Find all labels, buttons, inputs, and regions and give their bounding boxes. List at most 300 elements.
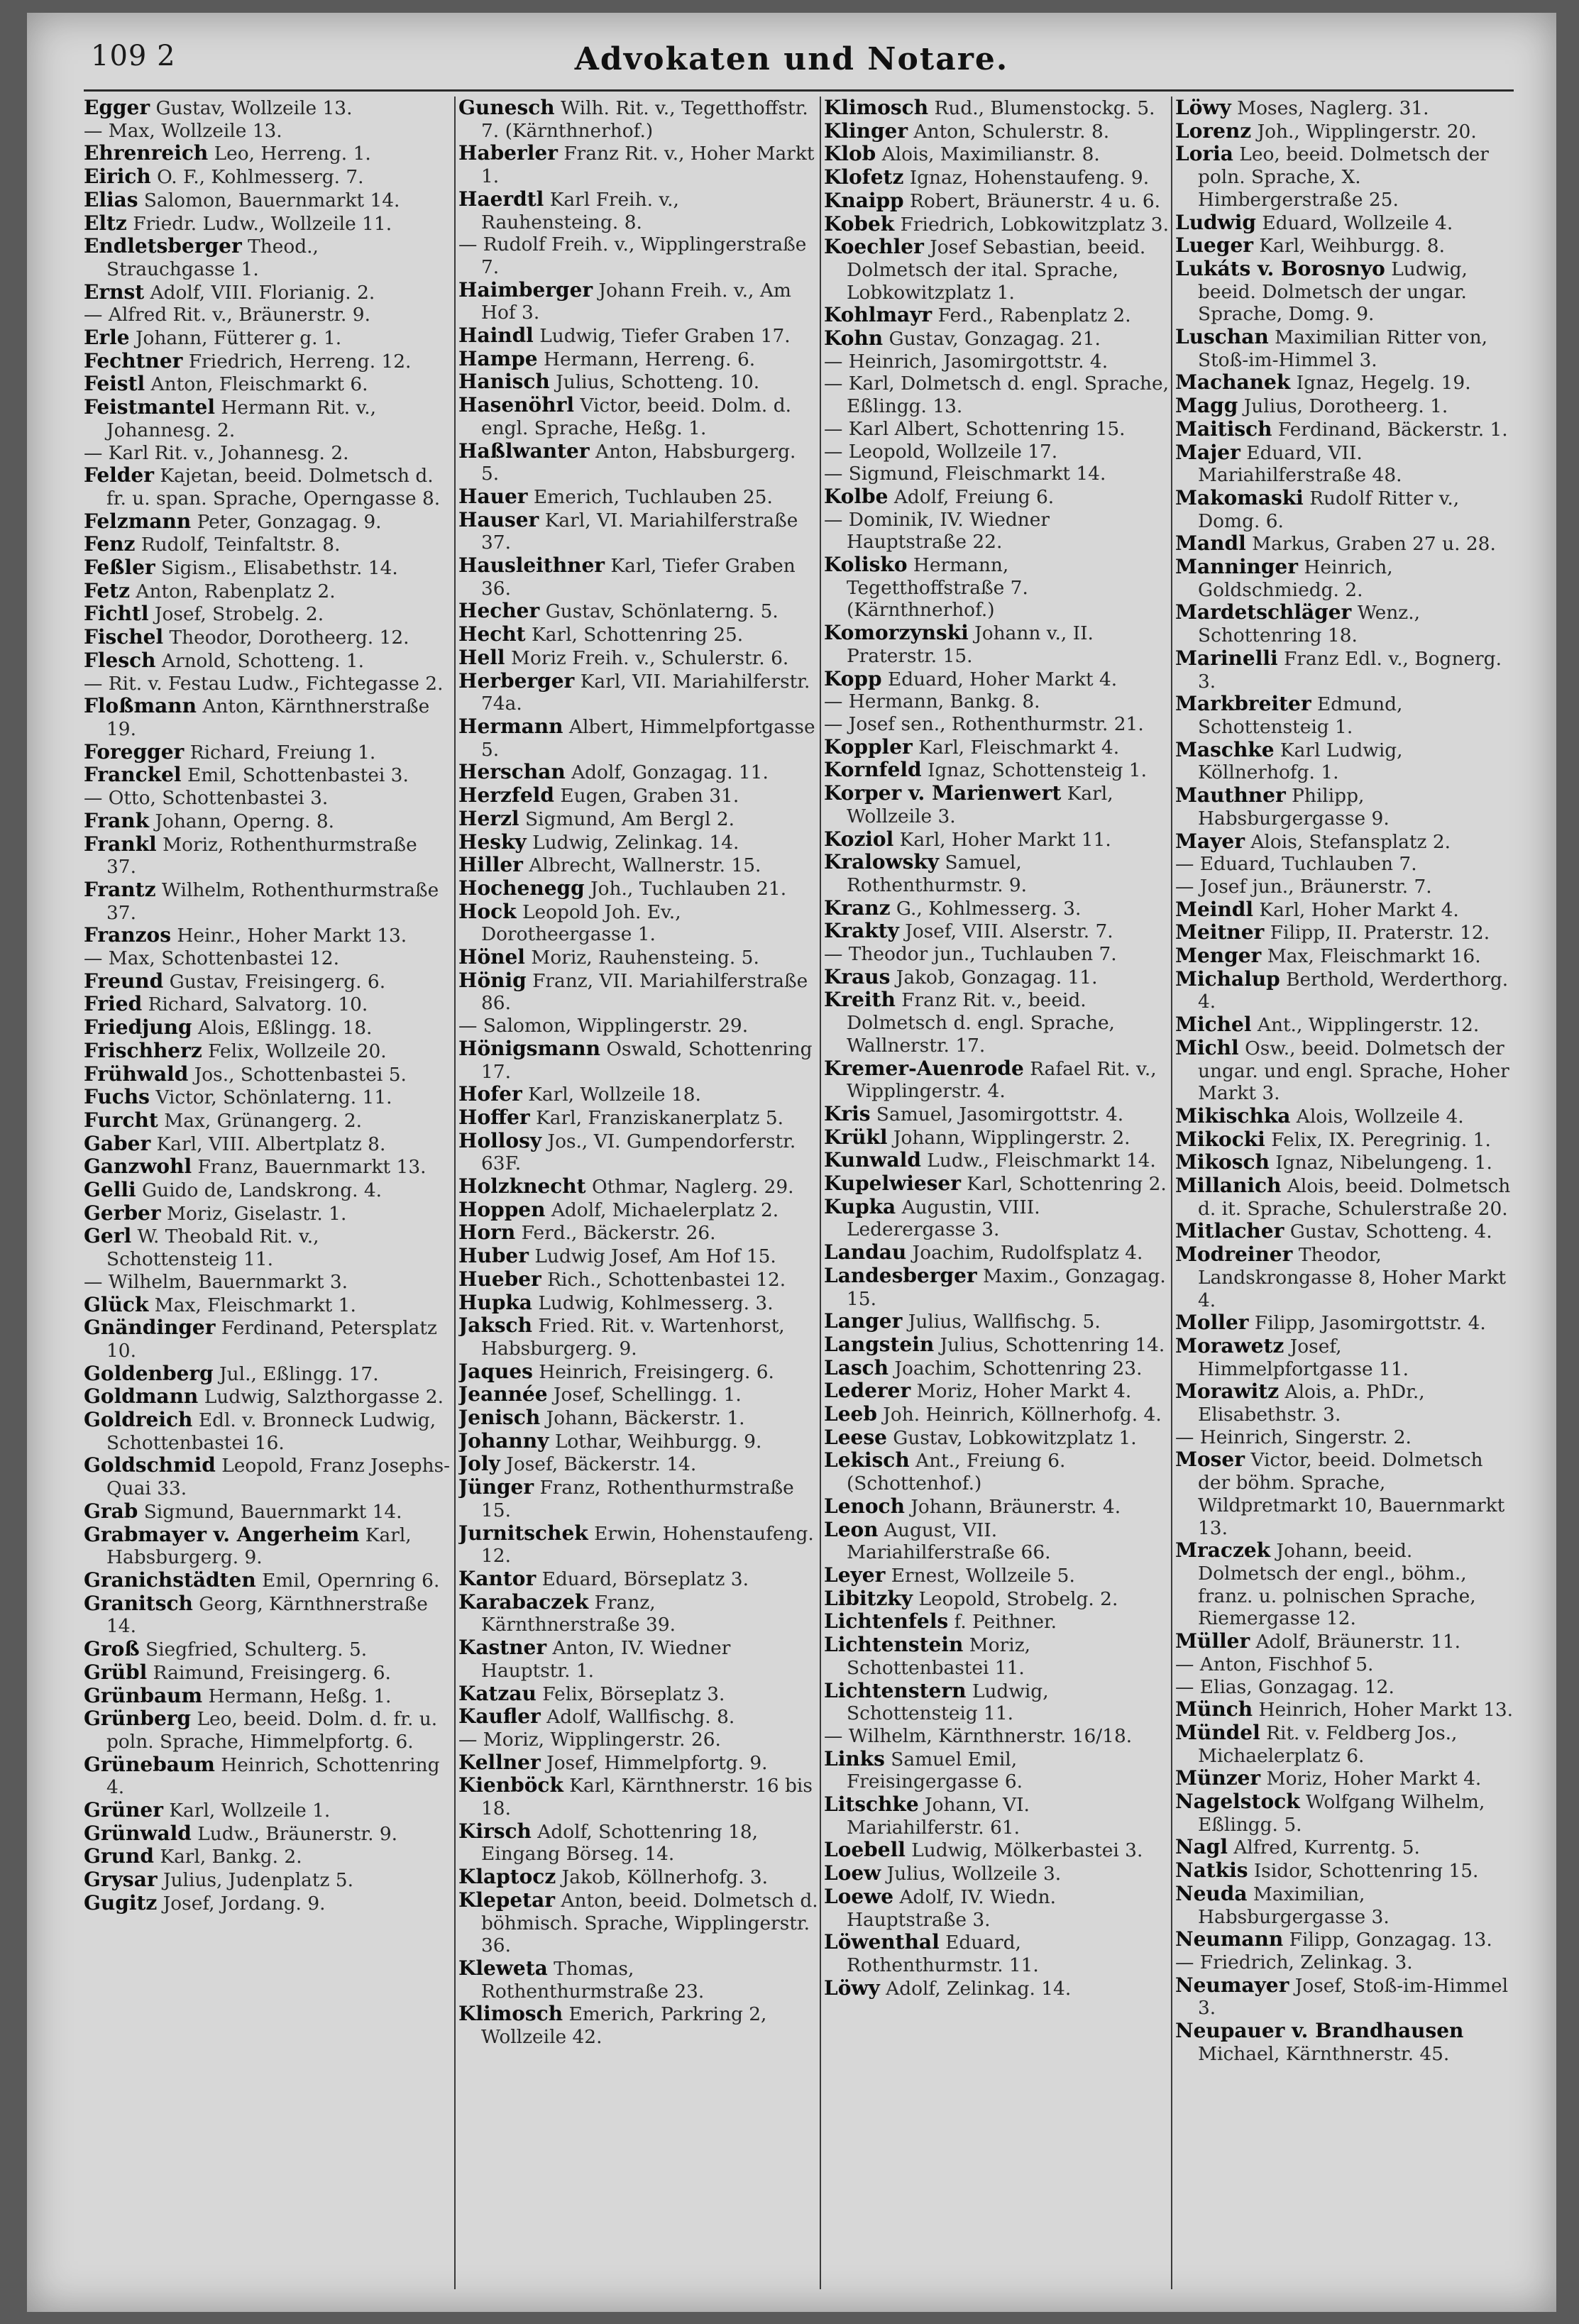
entry-details: Anton, Kärnthnerstraße 19. — [106, 695, 430, 740]
directory-entry — [824, 1885, 1170, 1931]
column-3 — [824, 97, 1170, 2289]
directory-entry — [84, 1063, 453, 1086]
entry-details: Franz, Kärnthnerstraße 39. — [481, 1591, 676, 1636]
entry-details: Heinrich, Schottenring 4. — [106, 1753, 440, 1799]
directory-entry — [1175, 1630, 1517, 1653]
entry-surname: Grünwald — [84, 1822, 192, 1845]
entry-details: Markus, Graben 27 u. 28. — [1252, 533, 1496, 556]
directory-entry — [458, 1130, 818, 1175]
directory-entry — [458, 324, 818, 348]
entry-details: Ignaz, Schottensteig 1. — [927, 759, 1147, 782]
entry-details: Joh. Heinrich, Köllnerhofg. 4. — [883, 1404, 1162, 1426]
directory-entry — [824, 1725, 1170, 1748]
directory-entry — [458, 600, 818, 623]
entry-surname: Löwy — [824, 1976, 880, 2000]
directory-entry — [84, 602, 453, 626]
entry-surname: Kranz — [824, 896, 891, 920]
entry-details: Karl, Kärnthnerstr. 16 bis 18. — [481, 1775, 813, 1820]
entry-surname: Loew — [824, 1862, 881, 1885]
entry-details: Philipp, Habsburgergasse 9. — [1198, 785, 1390, 830]
directory-entry — [458, 1774, 818, 1819]
directory-entry — [824, 828, 1170, 852]
entry-surname: Goldmann — [84, 1385, 199, 1409]
entry-surname: Eirich — [84, 165, 151, 189]
entry-details: Theodor, Landskrongasse 8, Hoher Markt 4. — [1198, 1244, 1506, 1311]
entry-details: Samuel Emil, Freisingergasse 6. — [847, 1748, 1023, 1793]
entry-details: Karl, Hoher Markt 4. — [1259, 898, 1459, 921]
entry-surname: Jeannée — [458, 1383, 548, 1406]
entry-details: Eduard, VII. Mariahilferstraße 48. — [1198, 441, 1402, 487]
entry-details: — Rudolf Freih. v., Wipplingerstraße 7. — [458, 233, 807, 278]
entry-surname: Fechtner — [84, 349, 183, 373]
entry-details: Johann Freih. v., Am Hof 3. — [481, 279, 791, 324]
directory-entry — [458, 623, 818, 646]
directory-entry — [1175, 532, 1517, 556]
entry-details: — Dominik, IV. Wiedner Hauptstraße 22. — [824, 508, 1050, 554]
entry-surname: Gerber — [84, 1201, 161, 1225]
entry-details: Eduard, Wollzeile 4. — [1262, 211, 1453, 234]
entry-surname: Kupelwieser — [824, 1172, 961, 1196]
directory-entry — [1175, 898, 1517, 922]
entry-details: Sigmund, Am Bergl 2. — [524, 808, 735, 830]
directory-entry — [458, 188, 818, 233]
entry-details: — Max, Schottenbastei 12. — [84, 947, 339, 970]
entry-surname: Grabmayer v. Angerheim — [84, 1523, 360, 1546]
entry-details: — Sigmund, Fleischmarkt 14. — [824, 463, 1106, 485]
entry-details: Adolf, Freiung 6. — [893, 485, 1055, 508]
directory-entry — [824, 1931, 1170, 1976]
entry-details: Karl, Habsburgerg. 9. — [106, 1524, 412, 1569]
entry-details: Franz, VII. Mariahilferstraße 86. — [481, 969, 808, 1015]
entry-surname: Kris — [824, 1102, 871, 1125]
entry-details: Leo, beeid. Dolm. d. fr. u. poln. Sprache, Himmelpfortg. 6. — [106, 1708, 438, 1753]
entry-surname: Kreith — [824, 988, 896, 1012]
directory-entry — [84, 1569, 453, 1592]
entry-details: Heinrich, Goldschmiedg. 2. — [1198, 556, 1393, 601]
entry-details: Adolf, Gonzagag. 11. — [571, 761, 769, 784]
entry-surname: Hochenegg — [458, 876, 585, 900]
entry-surname: Haerdtl — [458, 187, 544, 211]
directory-entry — [458, 761, 818, 784]
directory-entry — [824, 1196, 1170, 1241]
directory-entry — [824, 1103, 1170, 1126]
directory-entry — [824, 668, 1170, 691]
entry-details: Edl. v. Bronneck Ludwig, Schottenbastei 16. — [106, 1409, 436, 1454]
entry-details: Sigism., Elisabethstr. 14. — [161, 557, 398, 580]
entry-details: Hermann, Herreng. 6. — [544, 348, 756, 370]
directory-entry — [824, 189, 1170, 213]
entry-details: G., Kohlmesserg. 3. — [896, 897, 1082, 920]
entry-surname: Ludwig — [1175, 211, 1256, 234]
directory-entry — [84, 626, 453, 649]
directory-entry — [1175, 441, 1517, 487]
directory-entry — [824, 463, 1170, 485]
directory-entry — [84, 947, 453, 970]
directory-entry — [824, 736, 1170, 759]
directory-entry — [84, 1202, 453, 1226]
entry-surname: Felzmann — [84, 510, 192, 533]
directory-entry — [458, 1199, 818, 1222]
entry-details: Josef, Stoß-im-Himmel 3. — [1198, 1974, 1509, 2020]
directory-entry — [458, 97, 818, 142]
entry-surname: Lichtenfels — [824, 1610, 949, 1634]
entry-surname: Granichstädten — [84, 1569, 256, 1592]
directory-entry — [458, 1268, 818, 1292]
entry-surname: Goldenberg — [84, 1362, 214, 1385]
entry-surname: Grab — [84, 1499, 138, 1523]
entry-surname: Mandl — [1175, 532, 1246, 556]
entry-surname: Lukáts v. Borosnyo — [1175, 257, 1385, 280]
directory-entry — [1175, 853, 1517, 876]
entry-details: Wilhelm, Rothenthurmstraße 37. — [106, 879, 439, 924]
entry-details: Anton, Rabenplatz 2. — [136, 580, 336, 602]
entry-details: Albert, Himmelpfortgasse 5. — [481, 715, 815, 761]
entry-surname: Münch — [1175, 1698, 1253, 1722]
entry-surname: Grysar — [84, 1868, 158, 1892]
entry-surname: Herschan — [458, 761, 566, 784]
directory-entry — [1175, 1105, 1517, 1128]
directory-entry — [84, 649, 453, 673]
entry-details: Johann, Wipplingerstr. 2. — [893, 1126, 1130, 1149]
entry-surname: Kopp — [824, 667, 882, 690]
entry-surname: Jünger — [458, 1476, 534, 1499]
entry-surname: Langstein — [824, 1333, 935, 1356]
entry-surname: Floßmann — [84, 695, 197, 718]
entry-details: Adolf, Wallfischg. 8. — [546, 1706, 735, 1729]
entry-details: — Friedrich, Zelinkag. 3. — [1175, 1951, 1413, 1973]
directory-entry — [458, 554, 818, 600]
entry-details: Leo, Herreng. 1. — [214, 143, 371, 165]
column-separator — [820, 97, 821, 2289]
entry-details: Filipp, Jasomirgottstr. 4. — [1254, 1312, 1486, 1335]
entry-surname: Michl — [1175, 1036, 1239, 1059]
directory-entry — [458, 1889, 818, 1957]
entry-details: Heinrich, Hoher Markt 13. — [1258, 1699, 1514, 1722]
directory-entry — [824, 1519, 1170, 1564]
entry-details: Theodor, Dorotheerg. 12. — [169, 627, 409, 649]
directory-entry — [1175, 1767, 1517, 1790]
entry-details: Karl Freih. v., Rauhensteing. 8. — [481, 188, 679, 233]
entry-surname: Mayer — [1175, 830, 1245, 853]
entry-details: Emil, Schottenbastei 3. — [187, 764, 409, 787]
entry-surname: Neumann — [1175, 1928, 1284, 1951]
entry-surname: Löwy — [1175, 97, 1231, 119]
entry-surname: Mardetschläger — [1175, 601, 1352, 624]
entry-surname: Lekisch — [824, 1449, 910, 1472]
entry-surname: Gelli — [84, 1179, 136, 1202]
entry-details: Ludw., Fleischmarkt 14. — [927, 1150, 1156, 1172]
entry-details: Gustav, Schönlaterng. 5. — [545, 600, 779, 623]
directory-entry — [458, 1591, 818, 1636]
directory-entry — [824, 1587, 1170, 1611]
entry-details: Josef, Strobelg. 2. — [154, 603, 324, 626]
directory-entry — [824, 622, 1170, 667]
entry-surname: Klepetar — [458, 1888, 556, 1912]
directory-entry — [824, 713, 1170, 736]
directory-entry — [84, 787, 453, 810]
entry-details: — Theodor jun., Tuchlauben 7. — [824, 943, 1117, 966]
entry-surname: Landau — [824, 1241, 907, 1265]
entry-surname: Leyer — [824, 1564, 886, 1587]
entry-details: Thomas, Rothenthurmstraße 23. — [481, 1957, 705, 2003]
directory-entry — [1175, 1951, 1517, 1974]
entry-surname: Grund — [84, 1845, 154, 1868]
entry-details: Ludw., Bräunerstr. 9. — [197, 1822, 398, 1845]
directory-entry — [824, 166, 1170, 189]
entry-details: Adolf, Schottenring 18, Eingang Börseg. 14. — [481, 1820, 759, 1866]
entry-details: Johann, Fütterer g. 1. — [135, 327, 342, 350]
entry-surname: Haindl — [458, 324, 534, 348]
entry-details: Johann, Operng. 8. — [155, 810, 335, 832]
entry-surname: Jurnitschek — [458, 1521, 588, 1545]
directory-entry — [84, 396, 453, 441]
entry-details: — Eduard, Tuchlauben 7. — [1175, 853, 1417, 876]
entry-details: — Josef jun., Bräunerstr. 7. — [1175, 875, 1432, 898]
directory-entry — [824, 851, 1170, 896]
entry-surname: Jaques — [458, 1360, 533, 1383]
entry-details: Moriz, Giselastr. 1. — [167, 1202, 347, 1225]
directory-entry — [458, 1383, 818, 1406]
entry-details: Ignaz, Hegelg. 19. — [1296, 372, 1471, 395]
entry-details: Rud., Blumenstockg. 5. — [934, 97, 1155, 119]
entry-details: Hermann, Tegetthoffstraße 7. (Kärnthnerhof.) — [847, 554, 1028, 622]
directory-entry — [824, 1126, 1170, 1150]
entry-surname: Endletsberger — [84, 235, 242, 258]
directory-entry — [84, 1385, 453, 1409]
entry-surname: Links — [824, 1747, 885, 1770]
entry-surname: Kantor — [458, 1568, 537, 1590]
directory-entry — [84, 533, 453, 556]
entry-details: Samuel, Rothenthurmstr. 9. — [847, 852, 1028, 896]
entry-details: Johann v., II. Praterstr. 15. — [847, 622, 1094, 667]
entry-details: Guido de, Landskrong. 4. — [142, 1179, 383, 1202]
entry-surname: Kirsch — [458, 1819, 532, 1843]
entry-surname: Kobek — [824, 212, 895, 236]
entry-surname: Leon — [824, 1518, 879, 1541]
directory-entry — [824, 1449, 1170, 1494]
entry-surname: Frischherz — [84, 1039, 202, 1062]
entry-details: Karl, Fleischmarkt 4. — [918, 736, 1120, 759]
entry-details: Samuel, Jasomirgottstr. 4. — [876, 1103, 1124, 1125]
entry-surname: Grünbaum — [84, 1684, 203, 1707]
entry-details: Rudolf Ritter v., Domg. 6. — [1198, 487, 1460, 532]
entry-surname: Komorzynski — [824, 622, 969, 645]
entry-details: Heinr., Hoher Markt 13. — [177, 925, 407, 947]
entry-surname: Lasch — [824, 1356, 888, 1379]
directory-entry — [458, 969, 818, 1015]
entry-details: Leo, beeid. Dolmetsch der poln. Sprache, X. Himbergerstraße 25. — [1198, 143, 1489, 211]
entry-surname: Mitlacher — [1175, 1220, 1284, 1243]
entry-details: Ferd., Bäckerstr. 26. — [521, 1222, 716, 1245]
entry-surname: Hampe — [458, 347, 538, 370]
entry-surname: Feßler — [84, 556, 155, 580]
directory-entry — [84, 1845, 453, 1868]
entry-surname: Ganzwohl — [84, 1155, 192, 1179]
entry-details: Alois, Maximilianstr. 8. — [881, 143, 1100, 166]
directory-entry — [84, 120, 453, 143]
entry-surname: Knaipp — [824, 189, 904, 212]
directory-entry — [1175, 1426, 1517, 1449]
entry-details: Erwin, Hohenstaufeng. 12. — [481, 1522, 814, 1568]
directory-entry — [1175, 97, 1517, 120]
entry-details: Karl, Schottenring 2. — [967, 1173, 1167, 1196]
entry-details: — Wilhelm, Bauernmarkt 3. — [84, 1270, 348, 1293]
directory-entry — [458, 1522, 818, 1568]
entry-surname: Grübl — [84, 1661, 148, 1684]
directory-entry — [84, 1799, 453, 1822]
entry-details: Georg, Kärnthnerstraße 14. — [106, 1592, 428, 1638]
directory-entry — [84, 464, 453, 510]
entry-details: Julius, Wallfischg. 5. — [908, 1311, 1101, 1333]
entry-surname: Hönigsmann — [458, 1037, 600, 1060]
entry-surname: Ernst — [84, 280, 145, 304]
entry-surname: Meitner — [1175, 921, 1265, 945]
directory-entry — [824, 327, 1170, 351]
entry-details: Eduard, Börseplatz 3. — [541, 1568, 749, 1590]
entry-details: Julius, Schotteng. 10. — [556, 371, 760, 394]
directory-entry — [824, 1793, 1170, 1839]
entry-details: Heinrich, Freisingerg. 6. — [539, 1360, 774, 1383]
entry-details: Julius, Judenplatz 5. — [163, 1869, 353, 1892]
entry-details: Sigmund, Bauernmarkt 14. — [143, 1500, 402, 1523]
entry-details: — Wilhelm, Kärnthnerstr. 16/18. — [824, 1724, 1133, 1747]
entry-surname: Löwenthal — [824, 1931, 940, 1954]
entry-surname: Hiller — [458, 854, 523, 877]
directory-entry — [458, 715, 818, 761]
entry-details: Franz Edl. v., Bognerg. 3. — [1198, 647, 1502, 693]
entry-surname: Grünberg — [84, 1707, 192, 1731]
entry-details: Salomon, Bauernmarkt 14. — [143, 189, 400, 211]
entry-details: Ferdinand, Petersplatz 10. — [106, 1317, 437, 1362]
entry-details: Karl, Franziskanerplatz 5. — [536, 1106, 784, 1129]
entry-details: Victor, beeid. Dolmetsch der böhm. Sprache, Wildpretmarkt 10, Bauernmarkt 13. — [1198, 1449, 1505, 1539]
entry-surname: Huber — [458, 1245, 529, 1268]
directory-entry — [84, 1225, 453, 1270]
entry-surname: Moller — [1175, 1311, 1249, 1335]
directory-entry — [84, 1155, 453, 1179]
entry-surname: Marinelli — [1175, 646, 1278, 670]
entry-surname: Landesberger — [824, 1264, 977, 1287]
entry-details: Ludwig, Tiefer Graben 17. — [539, 325, 791, 348]
entry-details: Ignaz, Hohenstaufeng. 9. — [909, 167, 1150, 189]
entry-surname: Klimosch — [824, 97, 929, 119]
directory-entry — [84, 1016, 453, 1040]
directory-entry — [824, 1839, 1170, 1862]
directory-entry — [84, 1040, 453, 1063]
directory-entry — [458, 142, 818, 187]
entry-surname: Kleweta — [458, 1956, 548, 1980]
entry-details: Karl, Hoher Markt 11. — [899, 828, 1111, 851]
entry-details: Friedrich, Lobkowitzplatz 3. — [900, 213, 1169, 236]
entry-details: Franz Rit. v., Hoher Markt 1. — [481, 143, 815, 188]
entry-details: Julius, Dorotheerg. 1. — [1243, 395, 1448, 418]
directory-entry — [458, 1406, 818, 1430]
entry-surname: Makomaski — [1175, 486, 1304, 510]
directory-entry — [84, 673, 453, 695]
directory-entry — [84, 1109, 453, 1133]
entry-surname: Fenz — [84, 533, 136, 556]
entry-details: Johann, Bräunerstr. 4. — [910, 1495, 1121, 1518]
directory-entry — [1175, 234, 1517, 258]
directory-entry — [84, 810, 453, 833]
entry-details: Wenz., Schottenring 18. — [1198, 602, 1420, 647]
directory-entry — [1175, 371, 1517, 395]
entry-surname: Neuda — [1175, 1882, 1248, 1905]
entry-surname: Eltz — [84, 211, 127, 235]
directory-entry — [824, 554, 1170, 622]
entry-surname: Manninger — [1175, 556, 1298, 579]
directory-entry — [824, 1333, 1170, 1357]
directory-entry — [1175, 1836, 1517, 1859]
entry-surname: Fetz — [84, 579, 130, 602]
entry-details: Emerich, Parkring 2, Wollzeile 42. — [481, 2003, 767, 2049]
entry-surname: Majer — [1175, 441, 1240, 464]
entry-details: Robert, Bräunerstr. 4 u. 6. — [910, 189, 1161, 212]
directory-entry — [824, 1379, 1170, 1403]
directory-entry — [824, 1634, 1170, 1679]
directory-entry — [824, 1310, 1170, 1333]
entry-surname: Kohlmayr — [824, 304, 932, 327]
entry-surname: Frank — [84, 809, 150, 832]
entry-details: Adolf, Bräunerstr. 11. — [1255, 1631, 1461, 1653]
entry-details: — Josef sen., Rothenthurmstr. 21. — [824, 712, 1144, 735]
column-4 — [1175, 97, 1517, 2289]
entry-surname: Hock — [458, 900, 517, 923]
directory-entry — [1175, 1128, 1517, 1152]
entry-details: Eduard, Hoher Markt 4. — [887, 668, 1118, 690]
entry-details: — Elias, Gonzagag. 12. — [1175, 1675, 1394, 1698]
directory-entry — [824, 1495, 1170, 1519]
entry-details: Richard, Freiung 1. — [189, 741, 376, 764]
entry-surname: Hollosy — [458, 1129, 542, 1152]
entry-details: Moriz, Hoher Markt 4. — [916, 1380, 1132, 1403]
entry-surname: Kellner — [458, 1751, 541, 1774]
entry-details: Josef, Bäckerstr. 14. — [506, 1453, 697, 1476]
entry-details: August, VII. Mariahilferstraße 66. — [847, 1519, 1051, 1564]
entry-details: Gustav, Schotteng. 4. — [1289, 1221, 1492, 1243]
directory-entry — [84, 1892, 453, 1915]
directory-entry — [824, 120, 1170, 143]
directory-entry — [458, 1866, 818, 1889]
directory-entry — [1175, 1151, 1517, 1174]
directory-columns — [84, 97, 1517, 2289]
directory-entry — [824, 236, 1170, 304]
entry-surname: Libitzky — [824, 1587, 913, 1610]
entry-details: Hermann, Heßg. 1. — [208, 1685, 392, 1707]
entry-details: Alfred, Kurrentg. 5. — [1233, 1836, 1420, 1859]
entry-details: Alois, Eßlingg. 18. — [197, 1017, 373, 1040]
entry-details: W. Theobald Rit. v., Schottensteig 11. — [106, 1226, 319, 1271]
entry-surname: Kolbe — [824, 485, 888, 508]
directory-entry — [1175, 556, 1517, 601]
entry-details: — Leopold, Wollzeile 17. — [824, 440, 1058, 463]
entry-details: Gustav, Wollzeile 13. — [155, 97, 353, 119]
entry-details: — Heinrich, Jasomirgottstr. 4. — [824, 350, 1108, 373]
entry-surname: Kornfeld — [824, 759, 922, 782]
entry-surname: Lueger — [1175, 234, 1254, 258]
entry-details: Karl, VI. Mariahilferstraße 37. — [481, 509, 798, 554]
entry-surname: Klofetz — [824, 166, 904, 189]
entry-details: Karl, Weihburgg. 8. — [1259, 235, 1445, 258]
entry-details: Max, Grünangerg. 2. — [164, 1109, 363, 1132]
entry-details: Adolf, Zelinkag. 14. — [886, 1977, 1072, 2000]
directory-entry — [84, 879, 453, 924]
entry-surname: Mikocki — [1175, 1128, 1265, 1151]
entry-details: Karl, Bankg. 2. — [160, 1846, 302, 1868]
directory-entry — [824, 897, 1170, 920]
directory-entry — [824, 509, 1170, 554]
directory-entry — [458, 1683, 818, 1706]
